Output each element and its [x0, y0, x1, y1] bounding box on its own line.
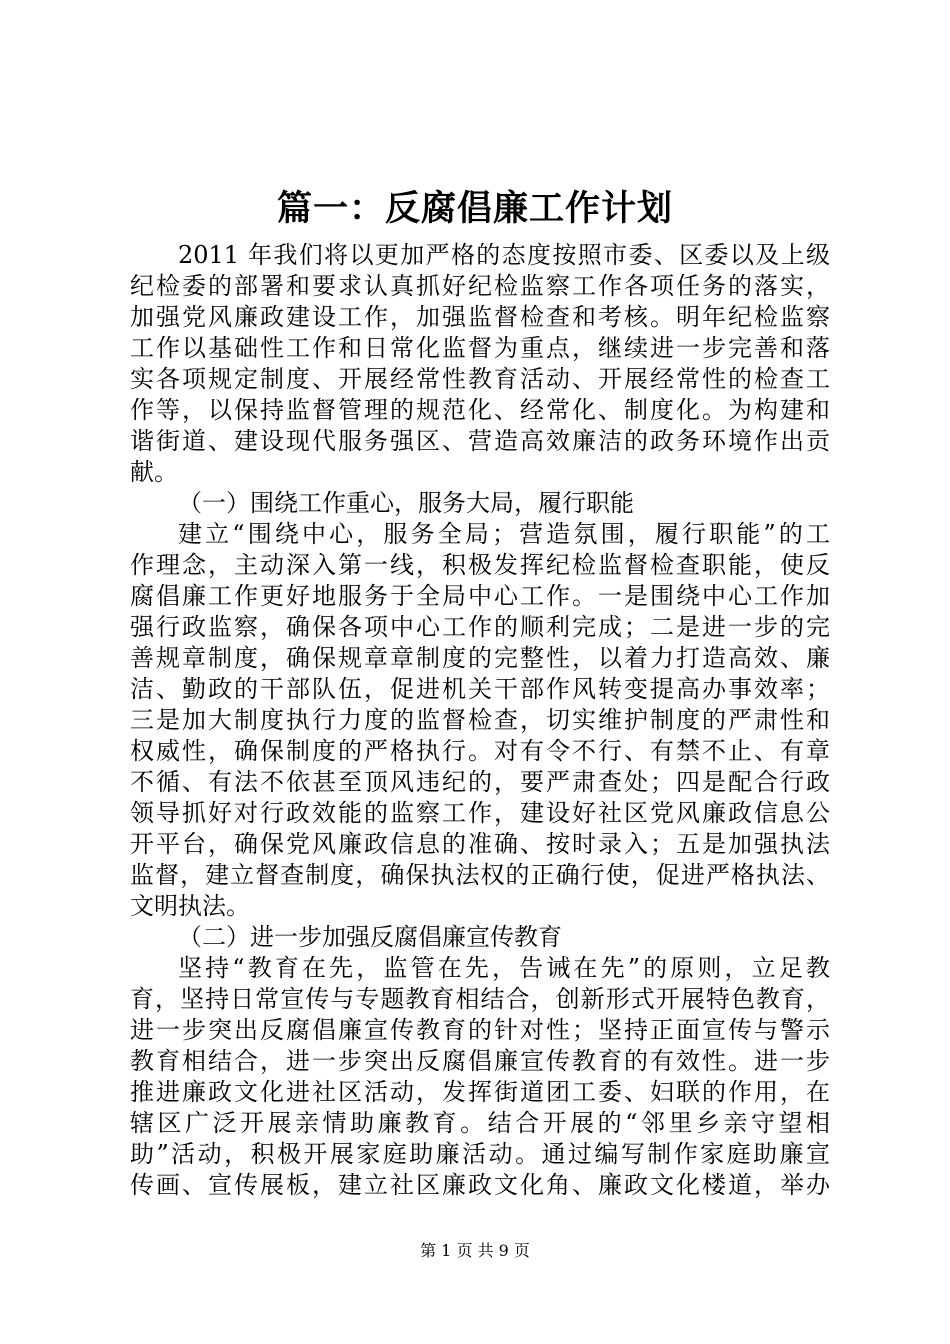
paragraph-line: 监督，建立督查制度，确保执法权的正确行使，促进严格执法、 — [130, 861, 830, 889]
paragraph-line: 领导抓好对行政效能的监察工作，建设好社区党风廉政信息公 — [130, 799, 830, 827]
paragraph-line: 三是加大制度执行力度的监督检查，切实维护制度的严肃性和 — [130, 706, 830, 734]
paragraph-line: 助”活动，积极开展家庭助廉活动。通过编写制作家庭助廉宣 — [130, 1140, 830, 1168]
paragraph-line: 坚持“教育在先，监管在先，告诫在先”的原则，立足教 — [178, 954, 830, 982]
paragraph-line: 作等，以保持监督管理的规范化、经常化、制度化。为构建和 — [130, 396, 830, 424]
paragraph-line: 建立“围绕中心，服务全局；营造氛围，履行职能”的工 — [178, 520, 830, 548]
paragraph-line: 开平台，确保党风廉政信息的准确、按时录入；五是加强执法 — [130, 830, 830, 858]
paragraph-line: 强行政监察，确保各项中心工作的顺利完成；二是进一步的完 — [130, 613, 830, 641]
paragraph-line: 育，坚持日常宣传与专题教育相结合，创新形式开展特色教育， — [130, 985, 830, 1013]
paragraph-line: 工作以基础性工作和日常化监督为重点，继续进一步完善和落 — [130, 334, 830, 362]
paragraph-line: 献。 — [130, 458, 178, 486]
paragraph-line: 推进廉政文化进社区活动，发挥街道团工委、妇联的作用，在 — [130, 1078, 830, 1106]
section-heading-line: （一）围绕工作重心，服务大局，履行职能 — [178, 489, 634, 517]
paragraph-line: 实各项规定制度、开展经常性教育活动、开展经常性的检查工 — [130, 365, 830, 393]
paragraph-line: 2011 年我们将以更加严格的态度按照市委、区委以及上级 — [178, 241, 830, 269]
paragraph-line: 洁、勤政的干部队伍，促进机关干部作风转变提高办事效率； — [130, 675, 830, 703]
paragraph-line: 作理念，主动深入第一线，积极发挥纪检监督检查职能，使反 — [130, 551, 830, 579]
paragraph-line: 教育相结合，进一步突出反腐倡廉宣传教育的有效性。进一步 — [130, 1047, 830, 1075]
paragraph-line: 腐倡廉工作更好地服务于全局中心工作。一是围绕中心工作加 — [130, 582, 830, 610]
paragraph-line: 善规章制度，确保规章章制度的完整性，以着力打造高效、廉 — [130, 644, 830, 672]
paragraph-line: 辖区广泛开展亲情助廉教育。结合开展的“邻里乡亲守望相 — [130, 1109, 830, 1137]
paragraph-line: 进一步突出反腐倡廉宣传教育的针对性；坚持正面宣传与警示 — [130, 1016, 830, 1044]
paragraph-line: 文明执法。 — [130, 892, 250, 920]
document-title: 篇一：反腐倡廉工作计划 — [276, 188, 673, 229]
paragraph-line: 加强党风廉政建设工作，加强监督检查和考核。明年纪检监察 — [130, 303, 830, 331]
paragraph-line: 传画、宣传展板，建立社区廉政文化角、廉政文化楼道，举办 — [130, 1171, 830, 1199]
page-footer: 第 1 页 共 9 页 — [420, 1241, 530, 1260]
paragraph-line: 谐街道、建设现代服务强区、营造高效廉洁的政务环境作出贡 — [130, 427, 830, 455]
paragraph-line: 纪检委的部署和要求认真抓好纪检监察工作各项任务的落实， — [130, 272, 830, 300]
section-heading-line: （二）进一步加强反腐倡廉宣传教育 — [178, 923, 562, 951]
paragraph-line: 权威性，确保制度的严格执行。对有令不行、有禁不止、有章 — [130, 737, 830, 765]
paragraph-line: 不循、有法不依甚至顶风违纪的，要严肃查处；四是配合行政 — [130, 768, 830, 796]
document-body — [130, 240, 830, 1201]
